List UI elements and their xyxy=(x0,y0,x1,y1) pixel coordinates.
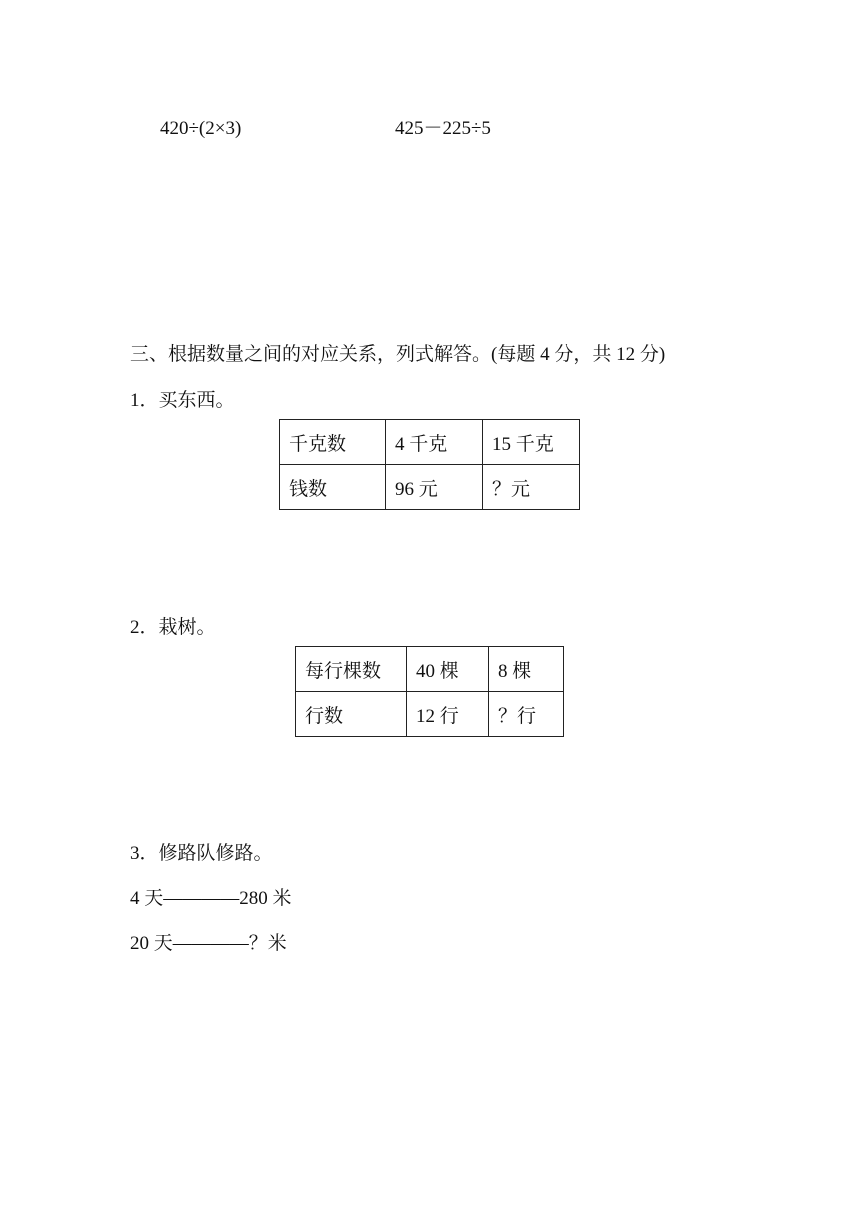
table-cell: 行数 xyxy=(296,692,407,737)
table-row xyxy=(296,692,564,737)
table-cell: 每行棵数 xyxy=(296,647,407,692)
question-2-table xyxy=(295,646,564,737)
table-row xyxy=(296,647,564,692)
table-row xyxy=(280,465,580,510)
question-2-title: 2．栽树。 xyxy=(130,617,216,638)
table-cell: 15 千克 xyxy=(483,420,580,465)
question-3-line-2: 20 天————？米 xyxy=(130,933,287,954)
question-3-title: 3．修路队修路。 xyxy=(130,843,273,864)
table-cell: ？元 xyxy=(483,465,580,510)
section-3-heading: 三、根据数量之间的对应关系，列式解答。(每题 4 分，共 12 分) xyxy=(130,344,666,365)
table-cell: 12 行 xyxy=(407,692,489,737)
table-cell: 钱数 xyxy=(280,465,386,510)
table-cell: 40 棵 xyxy=(407,647,489,692)
question-1-table xyxy=(279,419,580,510)
table-cell: 4 千克 xyxy=(386,420,483,465)
question-3-line-1: 4 天————280 米 xyxy=(130,888,292,909)
table-cell: 千克数 xyxy=(280,420,386,465)
expression-1: 420÷(2×3) xyxy=(160,118,242,139)
expression-2: 425－225÷5 xyxy=(395,118,491,139)
question-1-title: 1．买东西。 xyxy=(130,390,235,411)
table-cell: 8 棵 xyxy=(489,647,564,692)
table-cell: ？行 xyxy=(489,692,564,737)
table-row xyxy=(280,420,580,465)
table-cell: 96 元 xyxy=(386,465,483,510)
